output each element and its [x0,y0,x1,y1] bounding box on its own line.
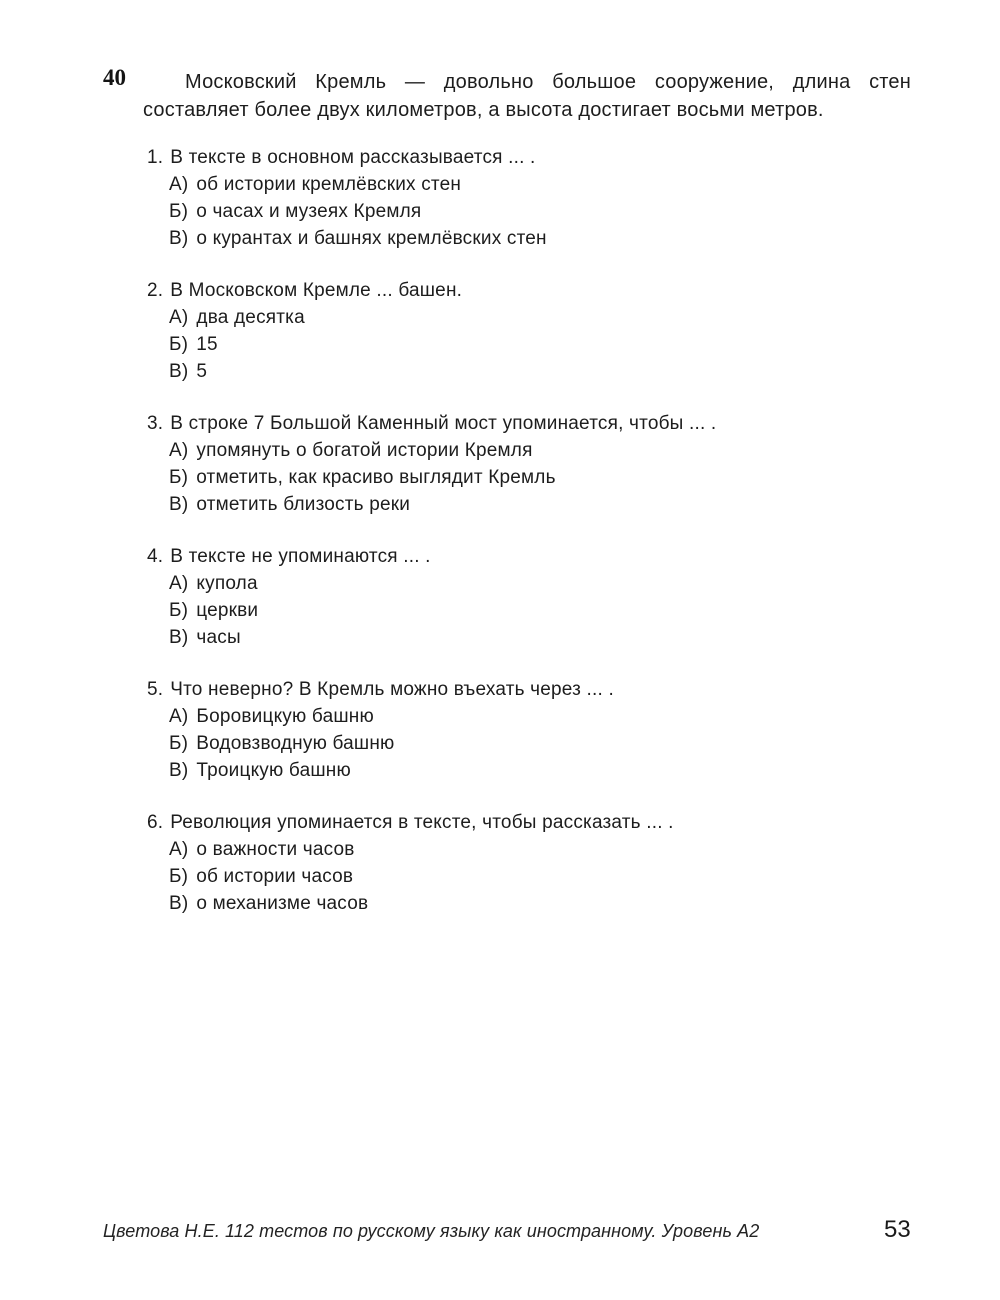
question-number: 5. [147,679,164,700]
question-stem: В тексте не упоминаются ... . [170,546,431,567]
answer-option [147,225,907,252]
answer-option [147,757,907,784]
test-number: 40 [103,65,126,90]
option-label: Б) [169,733,189,754]
option-text: об истории кремлёвских стен [196,174,462,195]
question-block-5 [147,676,907,784]
question-text [147,809,907,836]
option-text: Водовзводную башню [196,733,395,754]
option-text: о механизме часов [196,893,369,914]
option-text: об истории часов [196,866,354,887]
option-label: А) [169,174,189,195]
question-stem: Революция упоминается в тексте, чтобы рассказать ... . [170,812,674,833]
answer-option [147,570,907,597]
question-text [147,277,907,304]
question-number: 4. [147,546,164,567]
option-label: А) [169,706,189,727]
question-block-2 [147,277,907,385]
answer-option [147,171,907,198]
option-text: упомянуть о богатой истории Кремля [196,440,533,461]
option-label: А) [169,839,189,860]
answer-option [147,331,907,358]
answer-option [147,491,907,518]
option-text: отметить, как красиво выглядит Кремль [196,467,556,488]
option-text: о важности часов [196,839,355,860]
option-label: Б) [169,467,189,488]
option-label: В) [169,760,189,781]
option-label: В) [169,228,189,249]
option-label: Б) [169,866,189,887]
answer-option [147,863,907,890]
option-label: А) [169,307,189,328]
option-text: о курантах и башнях кремлёвских стен [196,228,547,249]
answer-option [147,890,907,917]
option-label: А) [169,573,189,594]
question-block-1 [147,144,907,252]
option-label: В) [169,627,189,648]
question-block-4 [147,543,907,651]
answer-option [147,198,907,225]
option-text: часы [196,627,241,648]
question-text [147,676,907,703]
option-text: отметить близость реки [196,494,411,515]
option-text: церкви [196,600,259,621]
question-stem: Что неверно? В Кремль можно въехать через ... . [170,679,614,700]
option-text: 5 [196,361,208,382]
footer-source-citation: Цветова Н.Е. 112 тестов по русскому языку как иностранному. Уровень А2 [103,1221,760,1241]
option-label: В) [169,494,189,515]
option-text: купола [196,573,258,594]
option-label: А) [169,440,189,461]
question-block-6 [147,809,907,917]
question-number: 1. [147,147,164,168]
intro-line-2: составляет более двух километров, а высота достигает восьми метров. [143,99,824,121]
question-text [147,144,907,171]
answer-option [147,703,907,730]
option-text: Троицкую башню [196,760,351,781]
option-label: Б) [169,334,189,355]
intro-line-1: Московский Кремль — довольно большое сооружение, длина стен [185,71,911,93]
option-text: 15 [196,334,218,355]
answer-option [147,358,907,385]
question-number: 3. [147,413,164,434]
option-label: В) [169,361,189,382]
answer-option [147,730,907,757]
question-number: 6. [147,812,164,833]
option-text: о часах и музеях Кремля [196,201,422,222]
answer-option [147,597,907,624]
option-label: В) [169,893,189,914]
answer-option [147,836,907,863]
question-block-3 [147,410,907,518]
question-text [147,410,907,437]
page-number: 53 [884,1216,911,1243]
option-label: Б) [169,600,189,621]
question-text [147,543,907,570]
option-text: два десятка [196,307,305,328]
question-stem: В Московском Кремле ... башен. [170,280,463,301]
answer-option [147,437,907,464]
questions-list [147,144,907,942]
answer-option [147,304,907,331]
question-stem: В строке 7 Большой Каменный мост упоминается, чтобы ... . [170,413,717,434]
question-stem: В тексте в основном рассказывается ... . [170,147,536,168]
option-label: Б) [169,201,189,222]
intro-paragraph [143,68,911,124]
question-number: 2. [147,280,164,301]
answer-option [147,464,907,491]
option-text: Боровицкую башню [196,706,374,727]
answer-option [147,624,907,651]
